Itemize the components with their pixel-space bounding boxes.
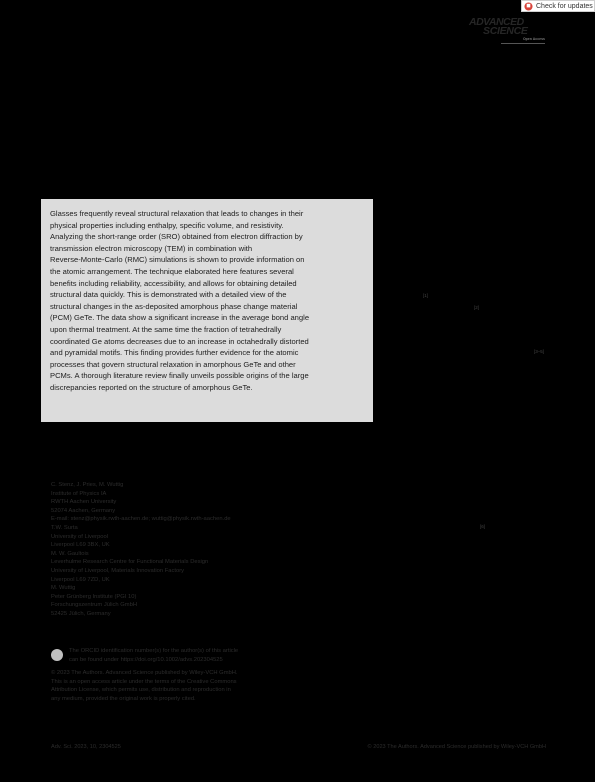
- affiliation-line: M. W. Gaultois: [51, 550, 89, 557]
- abstract-line: structural data quickly. This is demonstrated with a detailed view of the: [50, 290, 287, 300]
- affiliation-line: Institute of Physics IA: [51, 490, 107, 497]
- affiliation-line: Leverhulme Research Centre for Functional Materials Design: [51, 559, 209, 566]
- abstract-line: physical properties including enthalpy, specific volume, and resistivity.: [50, 220, 284, 230]
- license-line: © 2023 The Authors. Advanced Science published by Wiley-VCH GmbH.: [51, 670, 238, 676]
- affiliation-line: Forschungszentrum Jülich GmbH: [51, 602, 138, 609]
- license-line: any medium, provided the original work is properly cited.: [51, 695, 196, 702]
- abstract-line: upon thermal treatment. At the same time the fraction of tetrahedrally: [50, 324, 282, 334]
- orcid-text: [69, 647, 238, 664]
- affiliation-line: M. Wuttig: [51, 585, 76, 592]
- check-for-updates-button[interactable]: [521, 0, 595, 12]
- affiliation-line: 52074 Aachen, Germany: [51, 507, 116, 514]
- abstract-line: discrepancies reported on the structure of amorphous GeTe.: [50, 382, 253, 392]
- journal-logo-open-access: Open Access: [522, 36, 545, 41]
- affiliation-line: Peter Grünberg Institute (PGI 10): [51, 593, 137, 600]
- abstract-line: Reverse-Monte-Carlo (RMC) simulations is shown to provide information on: [50, 255, 305, 265]
- footer-citation: Adv. Sci. 2023, 10, 2304525: [51, 744, 121, 750]
- orcid-link[interactable]: can be found under https://doi.org/10.1002/advs.202304525: [69, 656, 223, 663]
- crossmark-icon: [524, 2, 533, 11]
- abstract-box: [41, 199, 373, 422]
- license-line: This is an open access article under the terms of the Creative Commons: [51, 678, 237, 685]
- footer-copyright: © 2023 The Authors. Advanced Science published by Wiley-VCH GmbH: [367, 744, 546, 750]
- affiliation-line: RWTH Aachen University: [51, 499, 117, 506]
- orcid-line: The ORCID identification number(s) for the author(s) of this article: [69, 648, 239, 654]
- orcid-icon: [51, 649, 63, 661]
- license-line: Attribution License, which permits use, distribution and reproduction in: [51, 687, 231, 694]
- reference-marker[interactable]: [6]: [480, 524, 486, 529]
- affiliation-line: T.W. Surta: [51, 524, 78, 531]
- affiliation-line: University of Liverpool, Materials Innovation Factory: [51, 567, 185, 574]
- affiliation-line: 52425 Jülich, Germany: [51, 610, 111, 617]
- abstract-line: PCMs. A thorough literature review finally unveils possible origins of the large: [50, 371, 309, 381]
- abstract-line: coordinated Ge atoms decreases due to an increase in octahedrally distorted: [50, 336, 309, 346]
- abstract-line: (PCM) GeTe. The data show a significant increase in the average bond angle: [50, 313, 310, 323]
- abstract-line: Analyzing the short-range order (SRO) obtained from electron diffraction by: [50, 232, 303, 242]
- abstract-line: and pyramidal motifs. This finding provides further evidence for the atomic: [50, 348, 299, 358]
- affiliation-line: University of Liverpool: [51, 533, 109, 540]
- reference-marker[interactable]: [1]: [423, 293, 429, 298]
- affiliation-line: C. Stenz, J. Pries, M. Wuttig: [51, 482, 124, 488]
- check-for-updates-label: Check for updates: [536, 2, 593, 10]
- abstract-line: structural changes in the as-deposited amorphous phase change material: [50, 301, 298, 311]
- abstract-line: transmission electron microscopy (TEM) in combination with: [50, 243, 253, 253]
- reference-marker[interactable]: [2]: [474, 305, 480, 310]
- reference-marker[interactable]: [3–5]: [534, 349, 545, 354]
- affiliation-line: Liverpool L69 7ZD, UK: [51, 576, 110, 583]
- author-affiliations: [51, 481, 371, 619]
- journal-logo: [469, 18, 547, 46]
- journal-logo-line1: ADVANCED: [469, 16, 524, 28]
- affiliation-email[interactable]: E-mail: stenz@physik.rwth-aachen.de; wuttig@physik.rwth-aachen.de: [51, 516, 231, 523]
- license-note: [51, 669, 311, 703]
- logo-divider: [501, 43, 545, 44]
- journal-logo-line2: SCIENCE: [483, 25, 528, 38]
- abstract-line: the atomic arrangement. The technique elaborated here features several: [50, 266, 294, 276]
- affiliation-line: Liverpool L69 3BX, UK: [51, 542, 110, 549]
- abstract-line: Glasses frequently reveal structural relaxation that leads to changes in their: [50, 209, 304, 218]
- abstract-line: processes that govern structural relaxation in amorphous GeTe and other: [50, 359, 296, 369]
- abstract-line: benefits including reliability, accessibility, and allows for obtaining detailed: [50, 278, 297, 288]
